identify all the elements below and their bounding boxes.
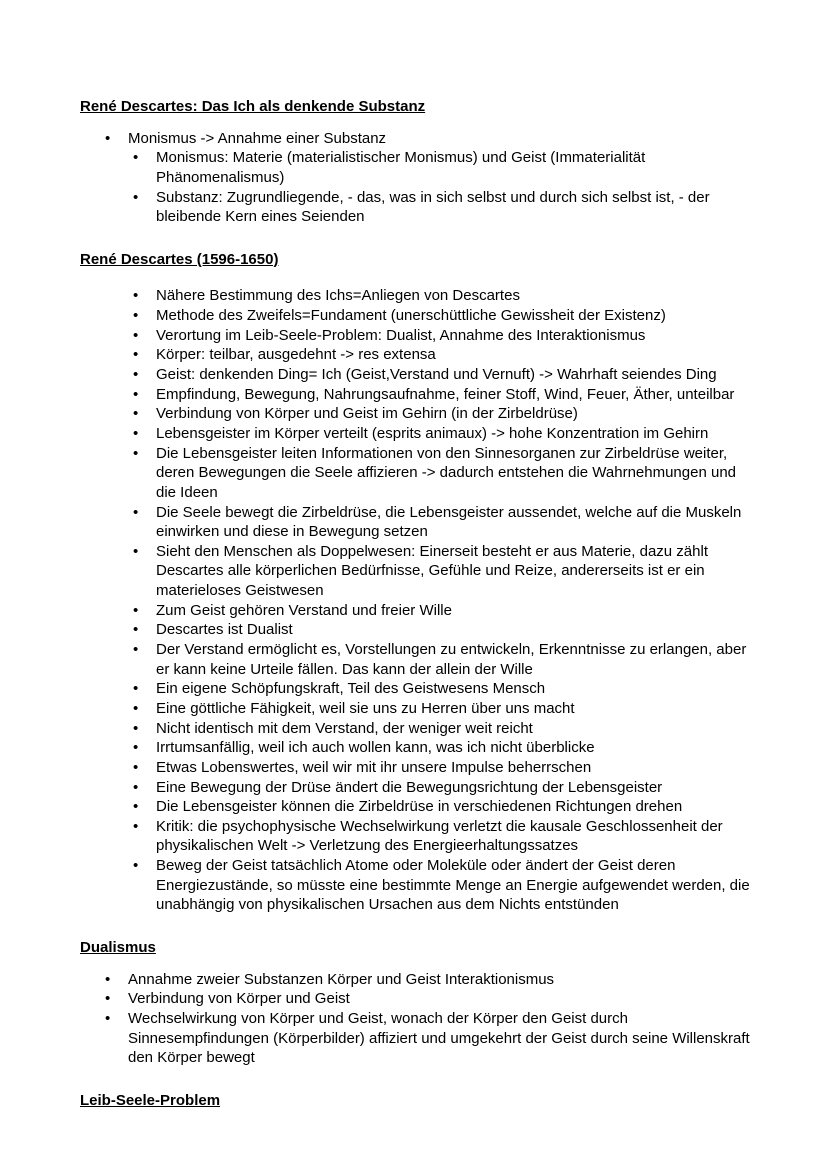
bullet-item [133,503,750,542]
bullet-icon: • [133,444,139,462]
bullet-text: Descartes ist Dualist [156,621,293,639]
bullet-icon: • [133,287,139,305]
bullet-item [133,620,750,640]
section-descartes [80,250,750,915]
bullet-text: Substanz: Zugrundliegende, - das, was in sich selbst und durch sich selbst ist, - der bleibende Kern eines Seienden [156,188,710,226]
bullet-icon: • [133,149,139,167]
section-dualismus [80,938,750,1068]
bullet-item [105,129,750,149]
bullet-icon: • [133,857,139,875]
bullet-item [133,758,750,778]
bullet-icon: • [133,798,139,816]
bullet-item [133,797,750,817]
bullet-text: Methode des Zweifels=Fundament (unerschüttliche Gewissheit der Existenz) [156,307,666,325]
bullet-item [133,365,750,385]
bullet-icon: • [133,758,139,776]
bullet-item [133,326,750,346]
bullet-icon: • [105,990,111,1008]
bullet-item [133,719,750,739]
bullet-item [133,306,750,326]
bullet-text: Beweg der Geist tatsächlich Atome oder Moleküle oder ändert der Geist deren Energiezustände, so müsste eine bestimmte Menge an Energie aufgewendet werden, die unabhängig von physikalischen Ursachen aus dem Nichts entstünden [156,857,750,914]
section-heading: Leib-Seele-Problem [80,1091,221,1109]
bullet-text: Zum Geist gehören Verstand und freier Wille [156,601,452,619]
bullet-item [105,970,750,990]
bullet-text: Körper: teilbar, ausgedehnt -> res extensa [156,346,436,364]
bullet-item [133,444,750,503]
bullet-icon: • [133,739,139,757]
bullet-text: Verortung im Leib-Seele-Problem: Dualist, Annahme des Interaktionismus [156,326,646,344]
bullet-icon: • [133,601,139,619]
bullet-item [133,601,750,621]
section-heading: Dualismus [80,938,156,956]
bullet-icon: • [133,503,139,521]
bullet-icon: • [133,621,139,639]
bullet-icon: • [105,970,111,988]
bullet-text: Nähere Bestimmung des Ichs=Anliegen von Descartes [156,287,520,305]
bullet-text: Lebensgeister im Körper verteilt (esprits animaux) -> hohe Konzentration im Gehirn [156,424,709,442]
bullet-item [133,856,750,915]
section-heading: René Descartes (1596-1650) [80,250,279,268]
bullet-text: Monismus: Materie (materialistischer Monismus) und Geist (Immaterialität Phänomenalismus) [156,149,646,186]
bullet-text: Geist: denkenden Ding= Ich (Geist,Verstand und Vernuft) -> Wahrhaft seiendes Ding [156,366,717,384]
bullet-item [133,699,750,719]
bullet-icon: • [133,641,139,659]
bullet-icon: • [105,129,111,147]
bullet-icon: • [133,307,139,325]
bullet-text: Kritik: die psychophysische Wechselwirkung verletzt die kausale Geschlossenheit der physikalischen Welt -> Verletzung des Energieerhaltungssatzes [156,817,723,855]
bullet-item [133,345,750,365]
bullet-icon: • [133,680,139,698]
section-monismus [80,97,750,227]
bullet-icon: • [133,778,139,796]
bullet-icon: • [133,366,139,384]
bullet-text: Eine göttliche Fähigkeit, weil sie uns zu Herren über uns macht [156,699,575,717]
bullet-icon: • [133,385,139,403]
bullet-text: Wechselwirkung von Körper und Geist, wonach der Körper den Geist durch Sinnesempfindungen (Körperbilder) affiziert und umgekehrt der Geist durch seine Willenskraft den Körper bewegt [128,1009,750,1067]
bullet-icon: • [133,424,139,442]
bullet-text: Nicht identisch mit dem Verstand, der weniger weit reicht [156,719,533,737]
bullet-icon: • [133,326,139,344]
bullet-item [133,148,750,187]
bullet-text: Sieht den Menschen als Doppelwesen: Einerseit besteht er aus Materie, dazu zählt Descartes alle körperlichen Bedürfnisse, Gefühle und Reize, andererseits ist er ein materieloses Geistwesen [156,542,708,600]
section-heading: René Descartes: Das Ich als denkende Substanz [80,98,426,115]
bullet-text: Monismus -> Annahme einer Substanz [128,129,387,147]
bullet-text: Ein eigene Schöpfungskraft, Teil des Geistwesens Mensch [156,680,546,698]
bullet-item [133,679,750,699]
bullet-item [133,817,750,856]
section-leib-seele-problem [80,1091,750,1111]
bullet-icon: • [133,699,139,717]
bullet-text: Der Verstand ermöglicht es, Vorstellungen zu entwickeln, Erkenntnisse zu erlangen, aber er kann keine Urteile fällen. Das kann der allein der Wille [156,641,747,678]
bullet-icon: • [133,817,139,835]
bullet-text: Etwas Lobenswertes, weil wir mit ihr unsere Impulse beherrschen [156,758,592,776]
bullet-item [133,542,750,601]
bullet-item [133,286,750,306]
bullet-icon: • [133,542,139,560]
bullet-text: Eine Bewegung der Drüse ändert die Bewegungsrichtung der Lebensgeister [156,778,663,796]
bullet-icon: • [133,346,139,364]
bullet-item [105,1009,750,1068]
bullet-icon: • [105,1009,111,1027]
bullet-text: Verbindung von Körper und Geist im Gehirn (in der Zirbeldrüse) [156,405,578,423]
bullet-icon: • [133,188,139,206]
bullet-item [133,738,750,758]
bullet-item [133,385,750,405]
bullet-item [133,424,750,444]
bullet-text: Die Seele bewegt die Zirbeldrüse, die Lebensgeister aussendet, welche auf die Muskeln einwirken und diese in Bewegung setzen [156,503,742,541]
bullet-text: Annahme zweier Substanzen Körper und Geist Interaktionismus [128,970,555,988]
bullet-item [105,989,750,1009]
bullet-item [133,778,750,798]
bullet-item [133,188,750,227]
bullet-text: Empfindung, Bewegung, Nahrungsaufnahme, feiner Stoff, Wind, Feuer, Äther, unteilbar [156,385,735,403]
bullet-text: Die Lebensgeister leiten Informationen von den Sinnesorganen zur Zirbeldrüse weiter, deren Bewegungen die Seele affizieren -> dadurch entstehen die Wahrnehmungen und die Ideen [156,444,736,501]
bullet-icon: • [133,405,139,423]
bullet-icon: • [133,719,139,737]
bullet-item [133,404,750,424]
bullet-text: Die Lebensgeister können die Zirbeldrüse in verschiedenen Richtungen drehen [156,798,683,816]
bullet-text: Irrtumsanfällig, weil ich auch wollen kann, was ich nicht überblicke [156,739,595,757]
bullet-text: Verbindung von Körper und Geist [128,990,350,1008]
bullet-item [133,640,750,679]
